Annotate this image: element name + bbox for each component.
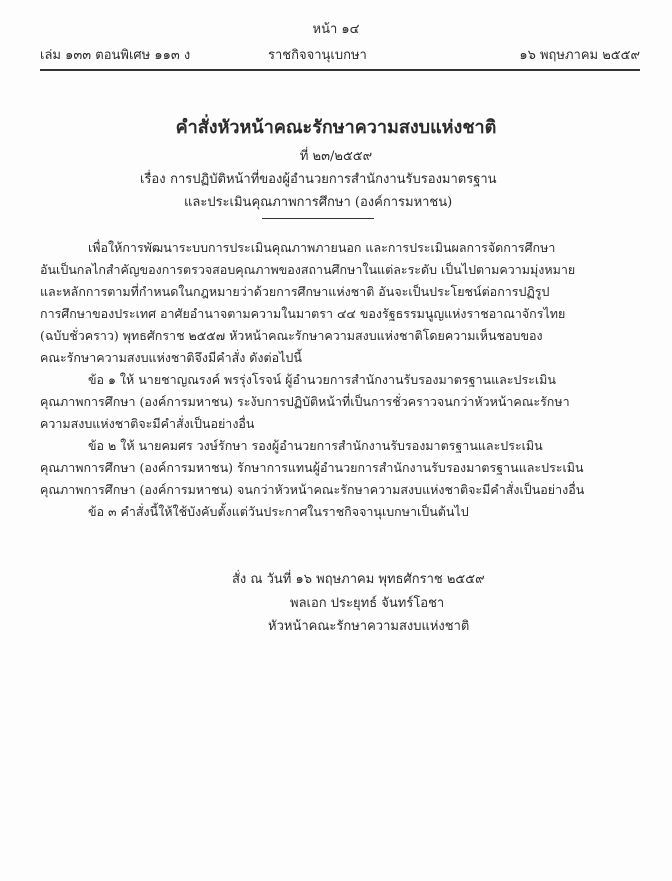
clause-2-line: ข้อ ๒ ให้ นายคมศร วงษ์รักษา รองผู้อำนวยการสำนักงานรับรองมาตรฐานและประเมิน [88, 438, 543, 453]
clause-2-line: คุณภาพการศึกษา (องค์การมหาชน) รักษาการแทนผู้อำนวยการสำนักงานรับรองมาตรฐานและประเมิน [40, 460, 584, 475]
subject-divider [262, 218, 374, 219]
body-line: (ฉบับชั่วคราว) พุทธศักราช ๒๕๕๗ หัวหน้าคณะรักษาความสงบแห่งชาติโดยความเห็นชอบของ [40, 328, 543, 343]
signatory-name: พลเอก ประยุทธ์ จันทร์โอชา [290, 596, 445, 611]
order-title: คำสั่งหัวหน้าคณะรักษาความสงบแห่งชาติ [175, 117, 497, 138]
body-line: และหลักการตามที่กำหนดในกฎหมายว่าด้วยการศึกษาแห่งชาติ อันจะเป็นประโยชน์ต่อการปฏิรูป [40, 284, 550, 299]
gazette-name: ราชกิจจานุเบกษา [268, 48, 367, 63]
clause-1-line: ข้อ ๑ ให้ นายชาญณรงค์ พรรุ่งโรจน์ ผู้อำนวยการสำนักงานรับรองมาตรฐานและประเมิน [88, 372, 556, 387]
subject-line-2: และประเมินคุณภาพการศึกษา (องค์การมหาชน) [184, 195, 453, 210]
clause-1-line: คุณภาพการศึกษา (องค์การมหาชน) ระงับการปฏิบัติหน้าที่เป็นการชั่วคราวจนกว่าหัวหน้าคณะรักษา [40, 394, 570, 409]
header-divider [40, 69, 640, 71]
order-number: ที่ ๒๓/๒๕๕๙ [299, 149, 373, 164]
volume-info: เล่ม ๑๓๓ ตอนพิเศษ ๑๑๓ ง [40, 48, 191, 63]
publication-date: ๑๖ พฤษภาคม ๒๕๕๙ [519, 48, 640, 63]
order-body [40, 237, 640, 523]
subject-line-1: การปฏิบัติหน้าที่ของผู้อำนวยการสำนักงานรับรองมาตรฐาน [170, 172, 497, 187]
body-line: การศึกษาของประเทศ อาศัยอำนาจตามความในมาตรา ๔๔ ของรัฐธรรมนูญแห่งราชอาณาจักรไทย [40, 306, 566, 321]
body-line: คณะรักษาความสงบแห่งชาติจึงมีคำสั่ง ดังต่อไปนี้ [40, 350, 302, 365]
page-number: หน้า ๑๔ [312, 22, 360, 37]
clause-3-line: ข้อ ๓ คำสั่งนี้ให้ใช้บังคับตั้งแต่วันประกาศในราชกิจจานุเบกษาเป็นต้นไป [88, 504, 469, 519]
clause-1-line: ความสงบแห่งชาติจะมีคำสั่งเป็นอย่างอื่น [40, 416, 255, 431]
clause-2-line: คุณภาพการศึกษา (องค์การมหาชน) จนกว่าหัวหน้าคณะรักษาความสงบแห่งชาติจะมีคำสั่งเป็นอย่างอื่น [40, 482, 585, 497]
signatory-position: หัวหน้าคณะรักษาความสงบแห่งชาติ [268, 619, 470, 634]
signature-date: สั่ง ณ วันที่ ๑๖ พฤษภาคม พุทธศักราช ๒๕๕๙ [232, 572, 485, 587]
body-line: อันเป็นกลไกสำคัญของการตรวจสอบคุณภาพของสถานศึกษาในแต่ละระดับ เป็นไปตามความมุ่งหมาย [40, 262, 576, 277]
body-line: เพื่อให้การพัฒนาระบบการประเมินคุณภาพภายนอก และการประเมินผลการจัดการศึกษา [88, 240, 556, 255]
subject-label: เรื่อง [140, 172, 166, 187]
subject-block [140, 168, 580, 214]
